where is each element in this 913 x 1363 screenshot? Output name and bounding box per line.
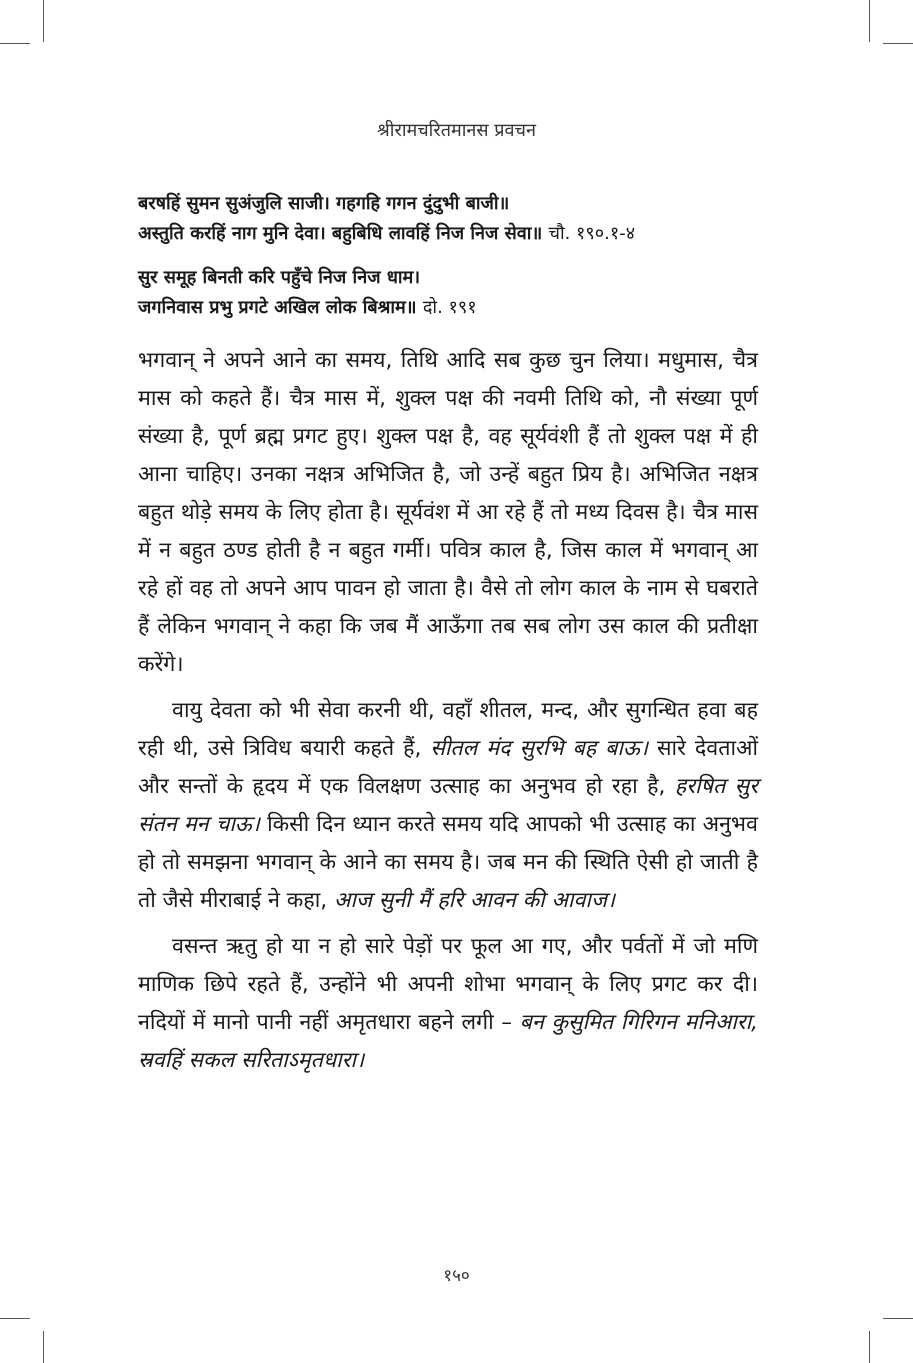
- crop-mark-bottom-right-h: [883, 1318, 913, 1319]
- p3-quote-1: बन कुसुमित गिरिगन मनिआरा, स्रवहिं सकल सरिताऽमृतधारा।: [138, 1010, 758, 1073]
- chaupai-line-2: [138, 219, 778, 249]
- doha-block: [138, 263, 778, 323]
- p2-quote-1: सीतल मंद सुरभि बह बाऊ।: [430, 736, 648, 761]
- doha-line-2-text: जगनिवास प्रभु प्रगटे अखिल लोक बिश्राम॥: [138, 297, 417, 318]
- crop-mark-top-left-v: [43, 0, 44, 42]
- crop-mark-bottom-left-h: [0, 1318, 30, 1319]
- body-text: [138, 342, 758, 1080]
- page-number: १५०: [443, 1266, 470, 1286]
- p3-text-1: वसन्त ऋतु हो या न हो सारे पेड़ों पर फूल आ गए, और पर्वतों में जो मणि माणिक छिपे रहते हैं, उन्होंने भी अपनी शोभा भगवान् के लिए प्रगट कर दी। नदियों में मानो पानी नहीं अमृतधारा बहने लगी –: [138, 934, 758, 1035]
- chaupai-line-2-text: अस्तुति करहिं नाग मुनि देवा। बहुबिधि लावहिं निज निज सेवा॥: [138, 223, 543, 244]
- crop-mark-top-right-h: [883, 43, 913, 44]
- p2-text-1: वायु देवता को भी सेवा करनी थी, वहाँ शीतल, मन्द, और सुगन्धित हवा बह रही थी, उसे त्रिविध बयारी कहते हैं,: [138, 698, 758, 761]
- crop-mark-top-right-v: [869, 0, 870, 42]
- doha-reference: दो. १९१: [422, 297, 477, 318]
- p2-text-2: सारे देवताओं और सन्तों के हृदय में एक विलक्षण उत्साह का अनुभव हो रहा है,: [138, 736, 759, 799]
- doha-line-1: सुर समूह बिनती करि पहुँचे निज निज धाम।: [138, 267, 421, 288]
- crop-mark-bottom-left-v: [43, 1331, 44, 1363]
- p2-quote-2: हरषित सुर संतन मन चाऊ।: [138, 774, 758, 837]
- p2-text-3: किसी दिन ध्यान करते समय यदि आपको भी उत्साह का अनुभव हो तो समझना भगवान् के आने का समय है। जब मन की स्थिति ऐसी हो जाती है तो जैसे मीराबाई ने कहा,: [138, 812, 758, 913]
- paragraph-2: [138, 692, 758, 920]
- crop-mark-top-left-h: [0, 43, 30, 44]
- running-head: श्रीरामचरितमानस प्रवचन: [377, 120, 536, 141]
- chaupai-line-1: बरषहिं सुमन सुअंजुलि साजी। गहगहि गगन दुंदुभी बाजी॥: [138, 193, 510, 214]
- p2-quote-3: आज सुनी मैं हरि आवन की आवाज।: [333, 888, 616, 913]
- chaupai-block: [138, 189, 778, 249]
- crop-mark-bottom-right-v: [869, 1331, 870, 1363]
- doha-line-2: [138, 293, 778, 323]
- paragraph-1: भगवान् ने अपने आने का समय, तिथि आदि सब कुछ चुन लिया। मधुमास, चैत्र मास को कहते हैं। चैत्र मास में, शुक्ल पक्ष की नवमी तिथि को, नौ संख्या पूर्ण संख्या है, पूर्ण ब्रह्म प्रगट हुए। शुक्ल पक्ष है, वह सूर्यवंशी हैं तो शुक्ल पक्ष में ही आना चाहिए। उनका नक्षत्र अभिजित है, जो उन्हें बहुत प्रिय है। अभिजित नक्षत्र बहुत थोड़े समय के लिए होता है। सूर्यवंश में आ रहे हैं तो मध्य दिवस है। चैत्र मास में न बहुत ठण्ड होती है न बहुत गर्मी। पवित्र काल है, जिस काल में भगवान् आ रहे हों वह तो अपने आप पावन हो जाता है। वैसे तो लोग काल के नाम से घबराते हैं लेकिन भगवान् ने कहा कि जब मैं आऊँगा तब सब लोग उस काल की प्रतीक्षा करेंगे।: [138, 348, 758, 677]
- paragraph-3: [138, 928, 758, 1080]
- chaupai-reference: चौ. १९०.१-४: [548, 223, 636, 244]
